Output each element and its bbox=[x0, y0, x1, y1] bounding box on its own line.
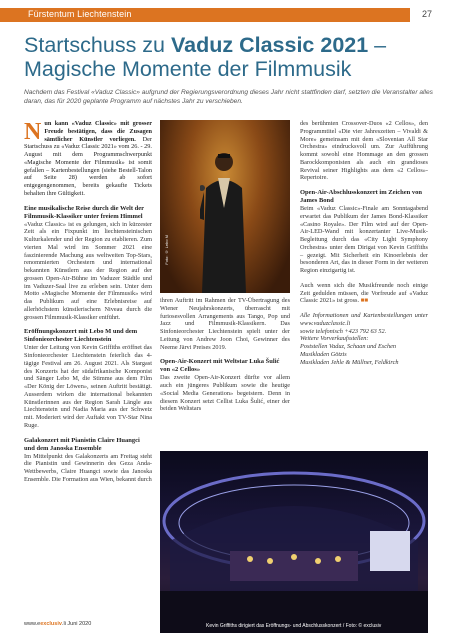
info-line: Weitere Vorverkaufsstellen: bbox=[300, 335, 369, 343]
closing-text: Auch wenn sich die Musikfreunde noch einige Zeit gedulden müssen, die Vorfreude auf «Vaduz Classic 2021» ist gross. bbox=[300, 281, 428, 305]
body-paragraph bbox=[300, 282, 428, 305]
section-title: Fürstentum Liechtenstein bbox=[28, 9, 132, 19]
dropcap: N bbox=[24, 119, 42, 145]
page-footer bbox=[24, 621, 91, 627]
headline-post: – bbox=[368, 33, 387, 57]
info-line: sowie telefonisch +423 792 63 52. bbox=[300, 327, 387, 335]
info-line: Poststellen Vaduz, Schaan und Eschen bbox=[300, 343, 396, 350]
body-paragraph: ihren Auftritt im Rahmen der TV-Übertragung des Wiener Neujahrskonzerts, überrascht mit furiosesvollen Arrangements aus Tango, Pop und Jazz und Filmmusik-Klassikern. Das Sinfonieorchester Liechtenstein spielt unter der Leitung von Andrew Joon Choi, Gewinner des Neeme Järvi Preises 2019. bbox=[160, 297, 290, 351]
lead-paragraph bbox=[24, 120, 152, 198]
concert-stage-graphic bbox=[160, 451, 428, 633]
body-paragraph: Unter der Leitung von Kevin Griffiths eröffnet das Sinfonieorchester Liechtenstein feierlich das 4-tägige Festival am 26. August 2021. Als Stargast des Konzerts hat der südafrikanische Komponist und Sänger Lebo M, die Stimme aus dem Film «Der König der Löwen», seinen Auftritt bestätigt. Ausserdem wirken die international bekannten Künstlerinnen aus der Region Sarah Längle aus Liechtenstein und Nadia Maria aus der Schweiz mit. Moderiert wird der Auftakt von TV-Star Nina Ruge. bbox=[24, 344, 152, 429]
subheading: Open-Air-Konzert mit Weltstar Luka Šulić von «2 Cellos» bbox=[160, 358, 280, 374]
singer-figure bbox=[200, 148, 248, 293]
body-paragraph: des berühmten Crossover-Duos «2 Cellos», den Programmtitel «Die vier Jahreszeiten – Vivaldi & More» gemeinsam mit dem «Slovenian All Star Orchestra» eindrucksvoll um. Zur Aufführung kommt sowohl eine Hommage an den grossen Barockkomponisten als auch ein grandioses Revival seiner Highlights aus dem «2 Cellos»-Repertoire. bbox=[300, 120, 428, 182]
subheading: Open-Air-Abschlusskonzert im Zeichen von James Bond bbox=[300, 189, 422, 204]
body-paragraph: «Vaduz Classic» ist es gelungen, sich in kürzester Zeit als ein Fixpunkt im liechtensteinischen Kulturkalender und der Region zu etablieren. Zum vierten Mal wird im Sommer 2021 eine faszinierende Machung aus weltweiten Top-Stars, renommierten Orchestern und international bekannten Künstlern aus der Region auf der grossen Open-Air-Bühne im Vaduzer Städtle und im Vaduzer-Saal live zu erleben sein. Unter dem Motto «Magische Momente der Filmmusik» wird das Publikum auf eine Erlebnisreise auf allerhöchstem künstlerischem Niveau durch die grossen Filmmusik-Klassiker entführt. bbox=[24, 220, 152, 321]
headline-bold: Vaduz Classic 2021 bbox=[170, 33, 369, 57]
column-2 bbox=[160, 297, 290, 420]
footer-pre: www.e bbox=[24, 621, 41, 627]
end-mark: ■■ bbox=[360, 297, 369, 305]
column-1 bbox=[24, 120, 152, 491]
subheading: Eine musikalische Reise durch die Welt der Filmmusik-Klassiker unter freiem Himmel bbox=[24, 204, 144, 220]
lead-bold: un kann «Vaduz Classic» mit grosser Freude bestätigen, dass die Zusagen sämtlicher Künstler vorliegen. bbox=[44, 120, 152, 143]
info-block bbox=[300, 312, 428, 366]
photo-credit: Foto: © Lebo M bbox=[164, 235, 169, 265]
concert-photo bbox=[160, 451, 428, 633]
info-line: Musikladen Götzis bbox=[300, 350, 347, 358]
column-3 bbox=[300, 120, 428, 373]
photo-caption: Kevin Griffiths dirigiert das Eröffnungs- und Abschlusskonzert / Foto: © exclusiv bbox=[206, 623, 382, 629]
page-number: 27 bbox=[421, 9, 432, 19]
info-line: Alle Informationen und Kartenbestellungen unter www.vaduzclassic.li bbox=[300, 312, 428, 327]
article-intro: Nachdem das Festival «Vaduz Classic» aufgrund der Regierungsverordnung dieses Jahr nicht stattfinden darf, setzten die Veranstalter alles daran, das für 2020 geplante Programm auf nächstes Jahr zu verschieben. bbox=[24, 89, 433, 105]
page-header bbox=[0, 0, 450, 22]
body-paragraph: Im Mittelpunkt des Galakonzerts am Freitag steht die Pianistin und Gewinnerin des Geza Anda-Wettbewerbs, Claire Huangci sowie das Janoska Ensemble. Die Formation aus Wien, bekannt durch bbox=[24, 452, 152, 483]
headline-pre: Startschuss zu bbox=[24, 33, 171, 57]
body-paragraph: Beim «Vaduz Classic»-Finale am Sonntagabend erwartet das Publikum der James Bond-Klassiker «Casino Royale». Der Film wird auf der Open-Air-LED-Wand mit konzertanter Live-Musik-Begleitung durch das «City Light Symphony Orchestra» unter dem Dirigat von Kevin Griffiths – gezeigt. Mit Sicherheit ein Kinoerlebnis der besonderen Art, das in dieser Form in der weiteren Region einzigartig ist. bbox=[300, 205, 428, 274]
body-paragraph: Das zweite Open-Air-Konzert dürfte vor allem auch ein jüngeres Publikum sowie die heutige «Social Media Generation» begeistern. Denn in diesem Konzert setzt Cellist Luka Šulić, einer der beiden Weltstars bbox=[160, 374, 290, 413]
subheading: Eröffnungskonzert mit Lebo M und dem Sinfonieorchester Liechtenstein bbox=[24, 328, 138, 344]
article-headline bbox=[24, 33, 434, 81]
headline-line2: Magische Momente der Filmmusik bbox=[24, 57, 352, 81]
footer-brand: exclusiv bbox=[40, 621, 62, 627]
info-line: Musikladen Jehle & Müllner, Feldkirch bbox=[300, 358, 399, 366]
lead-rest: Der Startschuss zu «Vaduz Classic 2021» vom 26. - 29. August mit dem Programmschwerpunkt «Magische Momente der Filmmusik» ist somit gefallen – Kartenbestellungen (siehe Bestell-Talon auf Seite 28) werden ab sofort entgegengenommen, bereits gekaufte Tickets behalten ihre Gültigkeit. bbox=[24, 135, 152, 197]
singer-photo bbox=[160, 120, 290, 293]
subheading: Galakonzert mit Pianistin Claire Huangci und dem Janoska Ensemble bbox=[24, 436, 140, 452]
footer-post: .li Juni 2020 bbox=[61, 621, 92, 627]
